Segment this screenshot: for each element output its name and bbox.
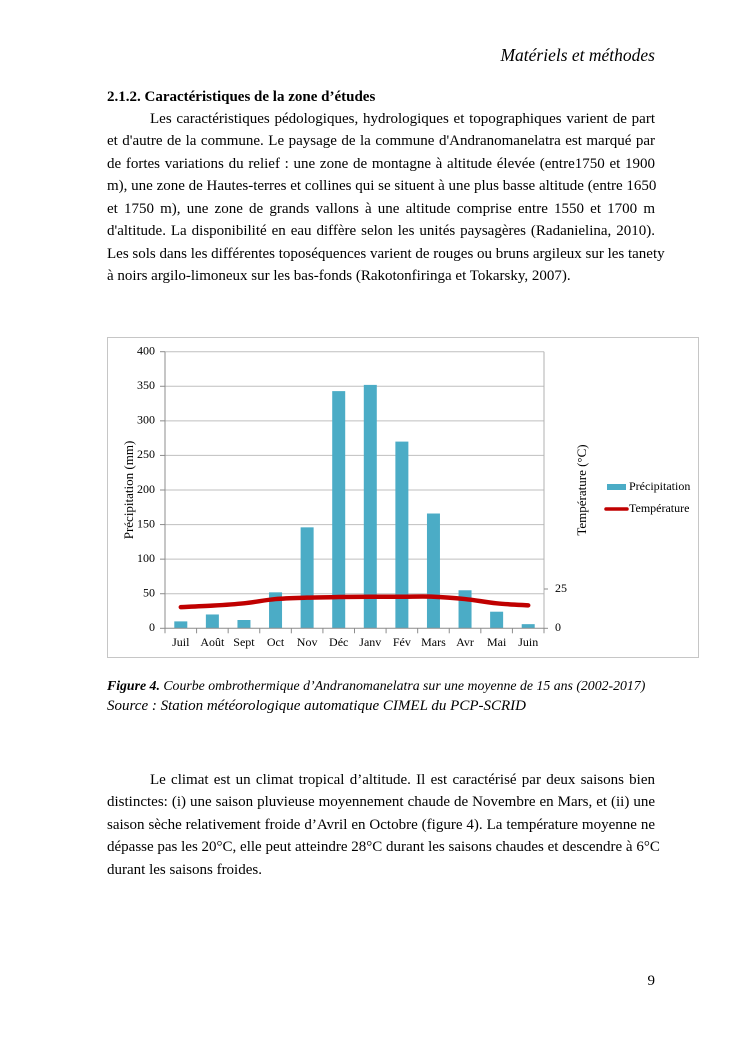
running-header: Matériels et méthodes (500, 45, 655, 65)
figure-caption-text: Courbe ombrothermique d’Andranomanelatra sur une moyenne de 15 ans (2002-2017) (159, 678, 646, 693)
precipitation-bar (459, 590, 472, 628)
legend-temperature-label: Température (629, 500, 690, 515)
y-tick-label: 250 (137, 447, 155, 462)
y-tick-label: 0 (149, 620, 155, 635)
figure-source: Source : Station météorologique automatique CIMEL du PCP-SCRID (107, 698, 526, 714)
precipitation-bars (174, 385, 534, 628)
legend-precipitation-swatch (607, 484, 626, 490)
x-tick-label: Déc (329, 635, 349, 650)
x-tick-label: Avr (456, 635, 474, 650)
figure-label: Figure 4. (107, 678, 160, 693)
precipitation-bar (174, 621, 187, 628)
y-tick-label: 400 (137, 343, 155, 358)
y2-tick-label: 0 (555, 620, 561, 635)
text-line: durant les saisons froides. (107, 861, 262, 878)
y2-tick-label: 25 (555, 580, 567, 595)
figure-caption (107, 677, 645, 695)
text-line: et d'autre de la commune. Le paysage de la commune d'Andranomanelatra est marqué par (107, 133, 655, 150)
y-axis-title: Précipitation (mm) (120, 440, 136, 540)
x-tick-label: Mars (421, 635, 446, 650)
text-line: Les sols dans les différentes toposéquences varient de rouges ou bruns argileux sur les tanety (107, 245, 665, 262)
precipitation-bar (364, 385, 377, 628)
precipitation-bar (237, 620, 250, 628)
text-line: saison sèche relativement froide d’Avril en Octobre (figure 4). La température moyenne ne (107, 816, 655, 833)
text-line: Le climat est un climat tropical d’altitude. Il est caractérisé par deux saisons bien (150, 772, 655, 788)
temperature-curve (181, 597, 528, 608)
x-tick-label: Mai (486, 635, 507, 650)
y-tick-label: 50 (143, 585, 155, 600)
precipitation-bar (332, 391, 345, 628)
x-tick-label: Fév (392, 635, 411, 650)
precipitation-bar (301, 527, 314, 628)
chart-gridlines (165, 352, 544, 594)
section-heading: 2.1.2. Caractéristiques de la zone d’études (107, 89, 376, 105)
x-tick-label: Sept (233, 635, 255, 650)
y-tick-label: 100 (137, 550, 155, 565)
text-line: de fortes variations du relief : une zone de montagne à altitude élevée (entre1750 et 1900 (107, 155, 655, 172)
x-tick-label: Juil (172, 635, 190, 650)
ombrothermic-chart (107, 337, 699, 658)
text-line: m), une zone de Hautes-terres et collines qui se situent à une plus basse altitude (entre 1650 (107, 178, 657, 195)
chart-axes (160, 352, 548, 634)
legend-precipitation-label: Précipitation (629, 478, 691, 493)
precipitation-bar (427, 514, 440, 629)
text-line: distinctes: (i) une saison pluvieuse moyennement chaude de Novembre en Mars, et (ii) une (107, 794, 655, 811)
page-number: 9 (647, 973, 655, 989)
text-line: dépasse pas les 20°C, elle peut atteindre 28°C durant les saisons chaudes et descendre à 6°C (107, 839, 660, 856)
paragraph-site-characteristics (107, 108, 665, 288)
y2-axis-title: Température (°C) (573, 444, 589, 536)
x-tick-label: Janv (359, 635, 382, 650)
chart-legend (606, 479, 690, 515)
x-tick-label: Nov (296, 635, 318, 650)
precipitation-bar (395, 442, 408, 629)
text-line: à noirs argilo-limoneux sur les bas-fonds (Rakotonfiringa et Tokarsky, 2007). (107, 268, 571, 285)
chart-canvas (107, 337, 700, 659)
y-tick-label: 150 (137, 516, 155, 531)
y-tick-label: 300 (137, 412, 155, 427)
x-tick-label: Juin (518, 635, 539, 650)
precipitation-bar (206, 614, 219, 628)
text-line: et 1750 m), une zone de grands vallons à une altitude comprise entre 1550 et 1700 m (107, 200, 655, 217)
text-line: d'altitude. La disponibilité en eau diffère selon les unités paysagères (Radanielina, 2010). (107, 223, 655, 240)
y-tick-label: 350 (137, 378, 155, 393)
x-tick-label: Oct (266, 635, 285, 650)
precipitation-bar (490, 612, 503, 629)
x-tick-label: Août (200, 635, 225, 650)
y-tick-label: 200 (137, 481, 155, 496)
paragraph-climate (107, 769, 660, 881)
precipitation-bar (522, 624, 535, 628)
text-line: Les caractéristiques pédologiques, hydrologiques et topographiques varient de part (150, 111, 655, 127)
temperature-line (181, 597, 528, 608)
